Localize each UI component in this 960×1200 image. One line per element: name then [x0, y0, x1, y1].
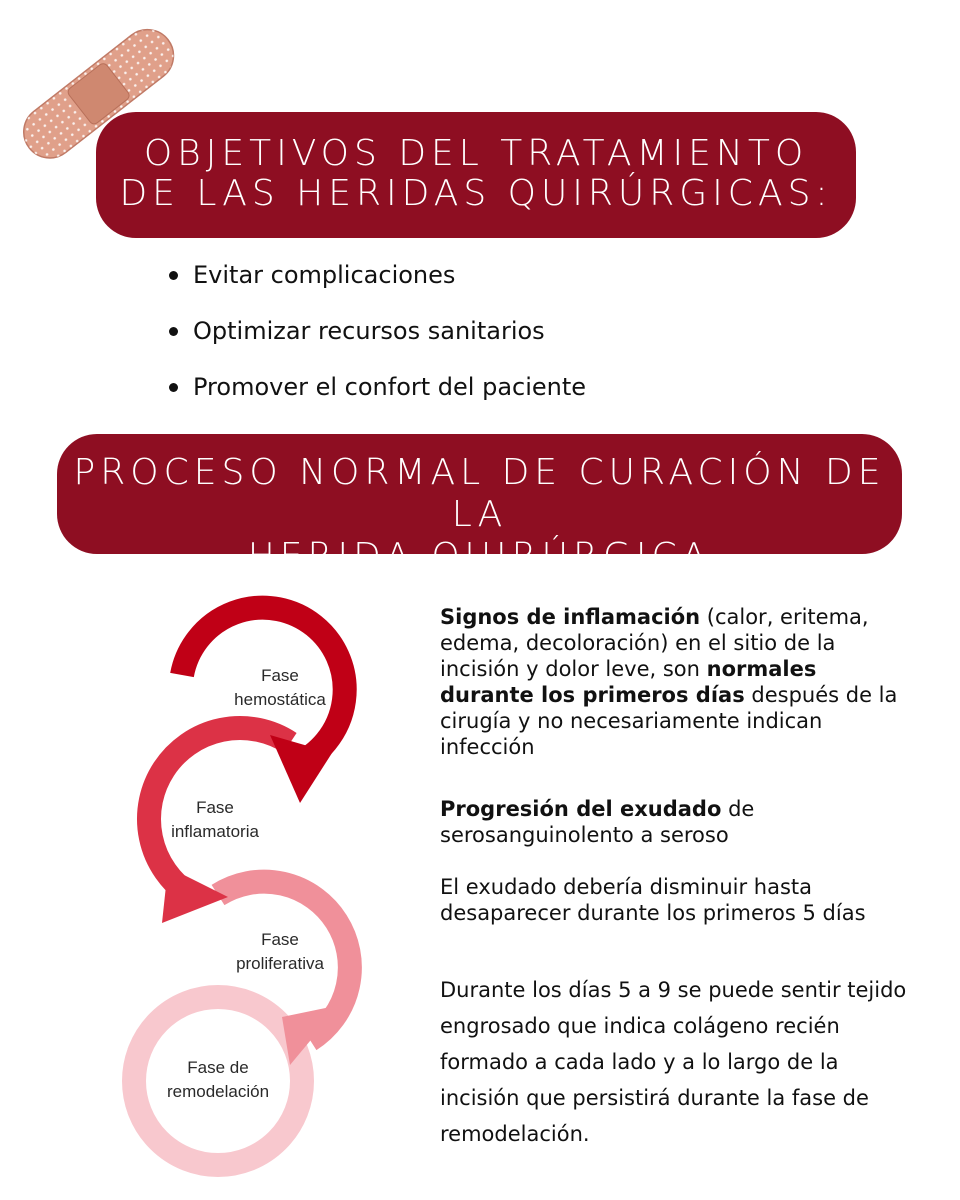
exudate-text: de serosanguinolento a seroso: [440, 797, 755, 847]
phase-remodelacion-ring: [134, 997, 302, 1165]
objectives-list: [165, 253, 586, 421]
phase-inflamatoria-label-1: Fase: [196, 798, 234, 817]
healing-title-line1: PROCESO NORMAL DE CURACIÓN DE LA: [73, 452, 886, 535]
exudate-decrease-text: El exudado debería disminuir hasta desaparecer durante los primeros 5 días: [440, 875, 866, 925]
phase-remodelacion-label-2: remodelación: [166, 1082, 270, 1101]
inflammation-text-2: después de la cirugía y no necesariamente indican infección: [440, 683, 898, 759]
list-item: Promover el confort del paciente: [165, 365, 586, 421]
objectives-title-line2: DE LAS HERIDAS QUIRÚRGICAS:: [119, 173, 833, 214]
phase-remodelacion-label-1: Fase de: [187, 1058, 249, 1077]
inflammation-bold-1: Signos de inflamación: [440, 605, 701, 629]
collagen-paragraph: [440, 972, 910, 1152]
exudate-decrease-paragraph: [440, 874, 910, 926]
inflammation-paragraph: [440, 604, 910, 760]
healing-title-line2: HERIDA QUIRÚRGICA: [247, 536, 712, 577]
inflammation-bold-2: normales durante los primeros días: [440, 657, 817, 707]
exudate-bold: Progresión del exudado: [440, 797, 722, 821]
healing-cycle-diagram: [110, 585, 410, 1185]
list-item: Evitar complicaciones: [165, 253, 586, 309]
phase-proliferativa-label-2: proliferativa: [236, 954, 324, 973]
inflammation-text-1: (calor, eritema, edema, decoloración) en el sitio de la incisión y dolor leve, son: [440, 605, 869, 681]
phase-proliferativa-label-1: Fase: [261, 930, 299, 949]
healing-title-banner: [57, 434, 902, 577]
phase-hemostatica-label-1: Fase: [261, 666, 299, 685]
phase-inflamatoria-label-2: inflamatoria: [171, 822, 259, 841]
objectives-title-line1: OBJETIVOS DEL TRATAMIENTO: [143, 133, 809, 174]
phase-hemostatica-label-2: hemostática: [234, 690, 326, 709]
list-item: Optimizar recursos sanitarios: [165, 309, 586, 365]
exudate-progression-paragraph: [440, 796, 910, 848]
collagen-text: Durante los días 5 a 9 se puede sentir tejido engrosado que indica colágeno recién formado a cada lado y a lo largo de la incisión que persistirá durante la fase de remodelación.: [440, 978, 907, 1146]
objectives-title-banner: [96, 112, 856, 238]
